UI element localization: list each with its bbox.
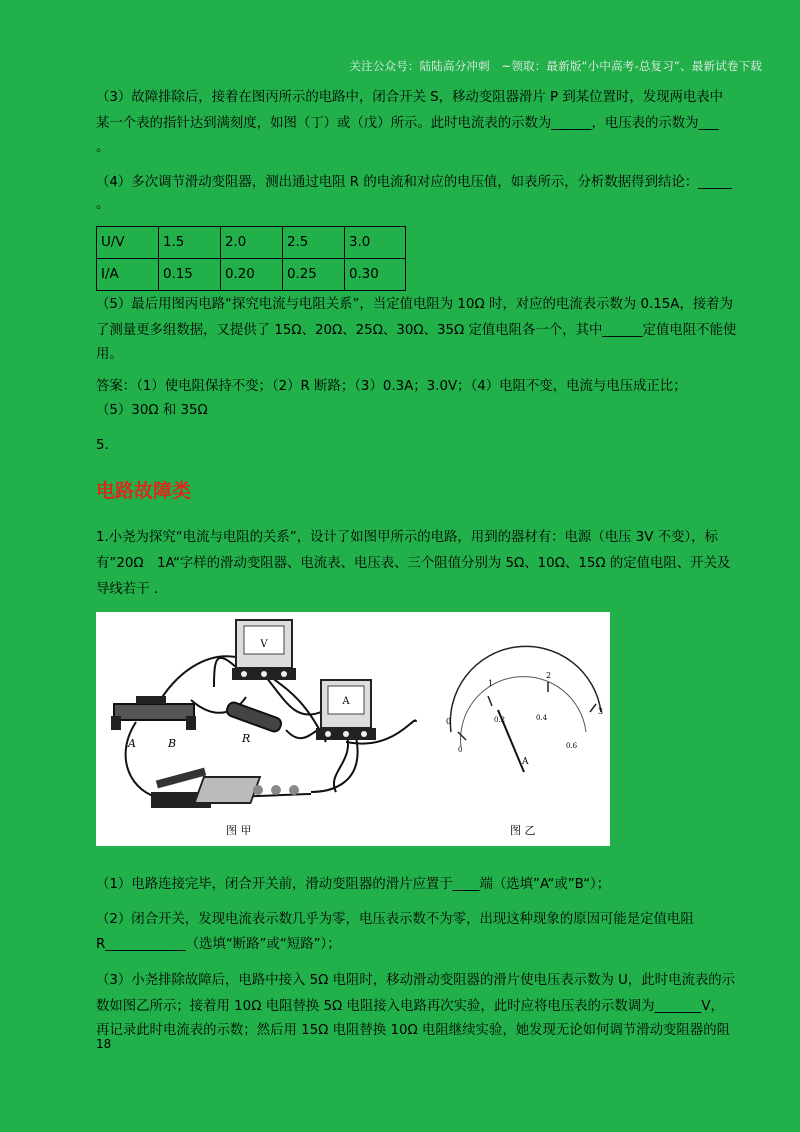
dial-tick: 1 [488,679,494,688]
table-row [97,259,406,291]
section-title: 电路故障类 [96,480,192,502]
q5-line1: （5）最后用图丙电路“探究电流与电阻关系”，当定值电阻为 10Ω 时，对应的电流表示数为 0.15A，接着为 [96,297,734,312]
table-cell: 3.0 [345,227,406,259]
table-cell: U/V [97,227,159,259]
table-cell: 0.15 [159,259,221,291]
answer-line1: 答案：（1）使电阻保持不变；（2）R 断路；（3）0.3A；3.0V；（4）电阻不变，电流与电压成正比； [96,379,687,394]
answer-line2: （5）30Ω 和 35Ω [96,403,208,418]
sub3-line3: 再记录此时电流表的示数；然后用 15Ω 电阻替换 10Ω 电阻继续实验，她发现无论如何调节滑动变阻器的阻 [96,1023,730,1038]
table-cell: 2.5 [283,227,345,259]
page-header: 关注公众号：陆陆高分冲刺 ~领取：最新版“小中高考-总复习”、最新试卷下载 [349,59,762,73]
label-r: R [242,732,251,745]
q3-line2: 某一个表的指针达到满刻度，如图（丁）或（戊）所示。此时电流表的示数为______，电压表的示数为___ [96,116,719,131]
label-b: B [168,737,177,750]
dial-tick: 0 [458,746,463,754]
problem1-line1: 1.小尧为探究“电流与电阻的关系”，设计了如图甲所示的电路，用到的器材有：电源（电压 3V 不变），标 [96,530,718,545]
wire [334,732,348,792]
q3-line1: （3）故障排除后，接着在图丙所示的电路中，闭合开关 S，移动变阻器滑片 P 到某位置时，发现两电表中 [96,90,724,105]
table-row [97,227,406,259]
sub3-line2: 数如图乙所示；接着用 10Ω 电阻替换 5Ω 电阻接入电路再次实验，此时应将电压表的示数调为_______V， [96,999,724,1014]
dial-tick: 0.4 [536,714,548,722]
ammeter-dial [450,646,604,772]
data-table [96,226,406,291]
ammeter-letter: A [342,696,350,707]
caption-left: 图 甲 [226,824,252,837]
problem1-line3: 导线若干 . [96,582,159,597]
dial-tick: 0 [446,717,452,726]
circuit-figure-svg [96,612,610,846]
circuit-figure [96,612,610,846]
table-cell: 0.30 [345,259,406,291]
label-a: A [128,737,136,750]
voltmeter-letter: V [260,639,268,650]
q4-line1: （4）多次调节滑动变阻器，测出通过电阻 R 的电流和对应的电压值，如表所示，分析数据得到结论：_____ [96,175,732,190]
q5-line2: 了测量更多组数据，又提供了 15Ω、20Ω、25Ω、30Ω、35Ω 定值电阻各一个，其中______定值电阻不能使 [96,323,737,338]
dial-tick: 0.6 [566,742,578,750]
table-cell: 0.20 [221,259,283,291]
dial-tick: 3 [598,707,604,716]
sub2-line2: R____________（选填“断路”或“短路”）； [96,937,341,952]
sub3-line1: （3）小尧排除故障后，电路中接入 5Ω 电阻时，移动滑动变阻器的滑片使电压表示数为 U，此时电流表的示 [96,973,736,988]
q3-line3: 。 [96,140,110,155]
sub1: （1）电路连接完毕，闭合开关前，滑动变阻器的滑片应置于____端（选填”A“或”B“）； [96,877,611,892]
problem1-line2: 有”20Ω 1A“字样的滑动变阻器、电流表、电压表、三个阻值分别为 5Ω、10Ω、15Ω 的定值电阻、开关及 [96,556,731,571]
rheostat-icon [111,696,196,730]
sub2-line1: （2）闭合开关，发现电流表示数几乎为零，电压表示数不为零，出现这种现象的原因可能是定值电阻 [96,912,694,927]
ammeter-icon [316,680,376,740]
voltmeter-icon [232,620,296,680]
table-cell: I/A [97,259,159,291]
table-cell: 2.0 [221,227,283,259]
q5-line3: 用。 [96,347,123,362]
page-number: 18 [96,1037,112,1051]
wire [156,656,236,707]
table-cell: 1.5 [159,227,221,259]
q4-line2: 。 [96,197,110,212]
dial-tick: 0.2 [494,716,506,724]
resistor-icon [225,701,282,733]
dial-unit: A [522,757,529,767]
battery-icon [194,777,299,803]
dial-tick: 2 [546,671,552,680]
wire [126,722,156,797]
caption-right: 图 乙 [510,824,536,837]
item-number: 5. [96,438,109,453]
table-cell: 0.25 [283,259,345,291]
